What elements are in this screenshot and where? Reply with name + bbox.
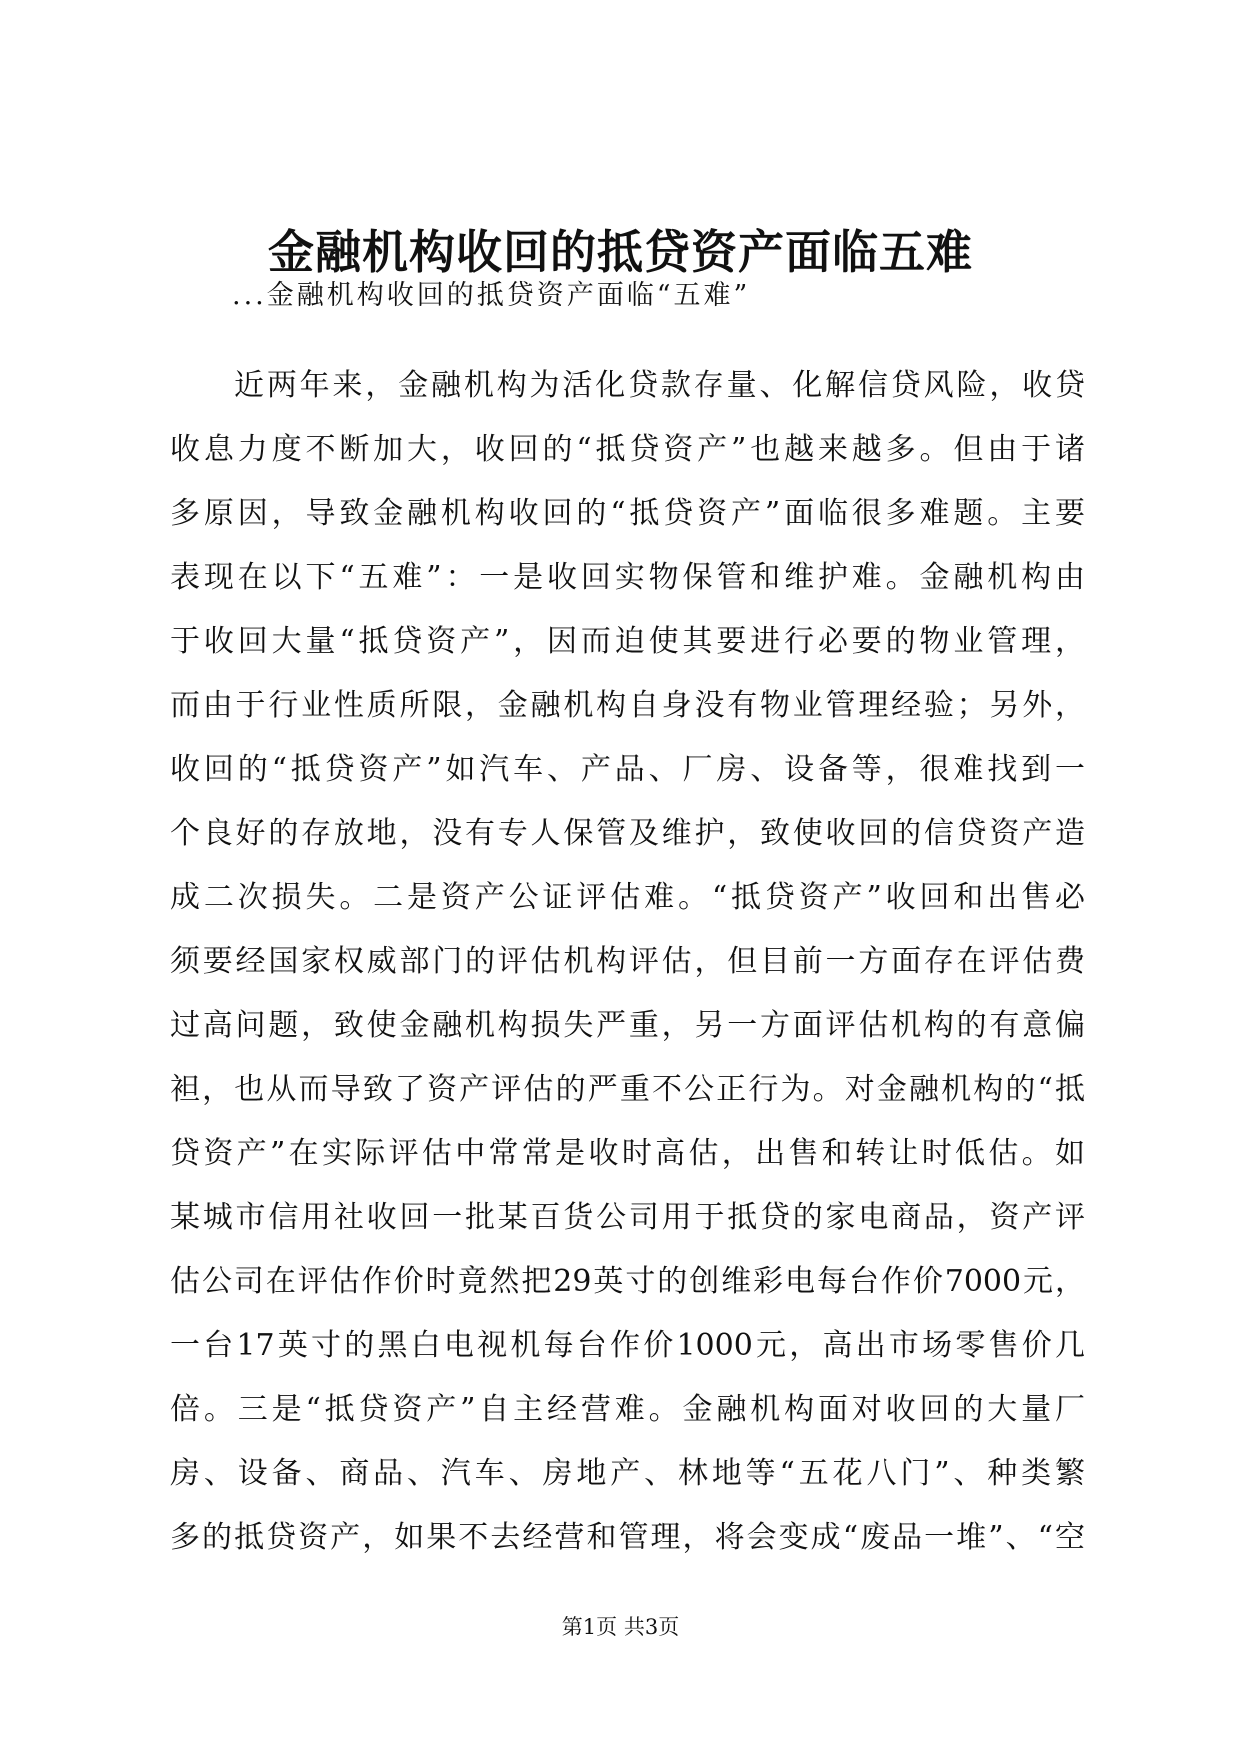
text-line: 近两年来，金融机构为活化贷款存量、化解信贷风险，收贷 bbox=[234, 368, 1085, 403]
text-line: 个良好的存放地，没有专人保管及维护，致使收回的信贷资产造 bbox=[170, 816, 1085, 851]
text-line: 收回的“抵贷资产”如汽车、产品、厂房、设备等，很难找到一 bbox=[170, 752, 1085, 787]
text-line: 贷资产”在实际评估中常常是收时高估，出售和转让时低估。如 bbox=[170, 1136, 1085, 1171]
text-line: 倍。三是“抵贷资产”自主经营难。金融机构面对收回的大量厂 bbox=[170, 1392, 1085, 1427]
document-subtitle: ...金融机构收回的抵贷资产面临“五难” bbox=[232, 280, 751, 311]
page-number-footer: 第1页 共3页 bbox=[561, 1615, 680, 1639]
text-line: 须要经国家权威部门的评估机构评估，但目前一方面存在评估费 bbox=[170, 944, 1085, 979]
text-line: 估公司在评估作价时竟然把29英寸的创维彩电每台作价7000元， bbox=[170, 1264, 1085, 1299]
text-line: 成二次损失。二是资产公证评估难。“抵贷资产”收回和出售必 bbox=[170, 880, 1085, 915]
text-line: 多原因，导致金融机构收回的“抵贷资产”面临很多难题。主要 bbox=[170, 496, 1085, 531]
text-line: 而由于行业性质所限，金融机构自身没有物业管理经验；另外， bbox=[170, 688, 1085, 723]
text-line: 一台17英寸的黑白电视机每台作价1000元，高出市场零售价几 bbox=[170, 1328, 1085, 1363]
text-line: 多的抵贷资产，如果不去经营和管理，将会变成“废品一堆”、“空 bbox=[170, 1520, 1085, 1555]
text-line: 房、设备、商品、汽车、房地产、林地等“五花八门”、种类繁 bbox=[170, 1456, 1085, 1491]
text-line: 收息力度不断加大，收回的“抵贷资产”也越来越多。但由于诸 bbox=[170, 432, 1085, 467]
text-line: 于收回大量“抵贷资产”，因而迫使其要进行必要的物业管理， bbox=[170, 624, 1085, 659]
text-line: 表现在以下“五难”：一是收回实物保管和维护难。金融机构由 bbox=[170, 560, 1085, 595]
text-line: 过高问题，致使金融机构损失严重，另一方面评估机构的有意偏 bbox=[170, 1008, 1085, 1043]
text-line: 某城市信用社收回一批某百货公司用于抵贷的家电商品，资产评 bbox=[170, 1200, 1085, 1235]
text-line: 袒，也从而导致了资产评估的严重不公正行为。对金融机构的“抵 bbox=[170, 1072, 1085, 1107]
body-paragraph bbox=[170, 354, 1085, 1570]
document-title: 金融机构收回的抵贷资产面临五难 bbox=[268, 225, 973, 279]
